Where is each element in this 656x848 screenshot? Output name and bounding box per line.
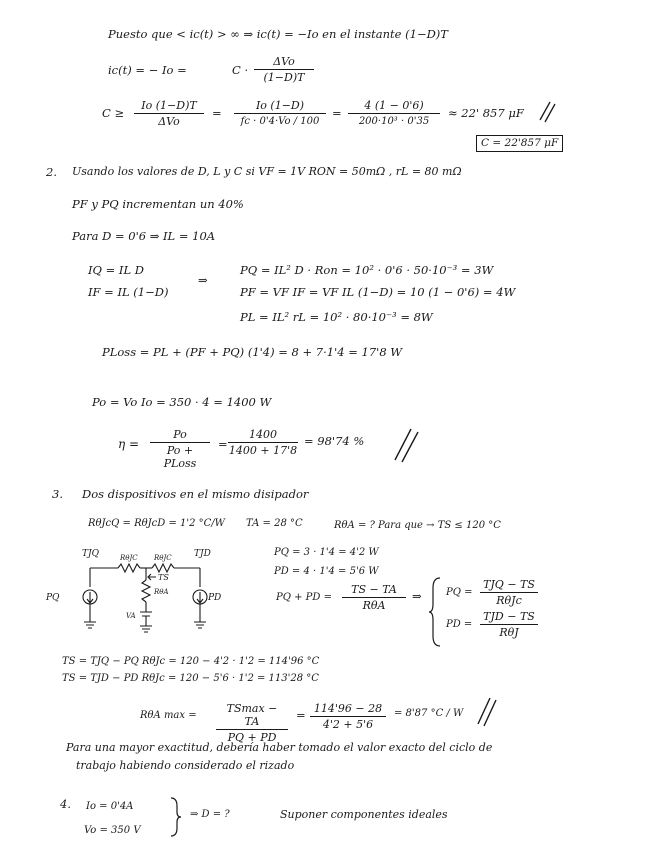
label-rjc-left: RθJC (120, 554, 138, 562)
sec1-line1: Puesto que < ic(t) > ∞ ⇒ ic(t) = −Io en el instante (1−D)T (108, 27, 448, 41)
sec2-statement: Usando los valores de D, L y C si VF = 1V RON = 50mΩ , rL = 80 mΩ (72, 165, 462, 178)
rsa-fraction-2 (310, 702, 386, 731)
label-rjc-right: RθJC (154, 554, 172, 562)
label-pd: PD (208, 593, 222, 603)
sec3-number: 3. (52, 487, 63, 501)
thermal-circuit-diagram (40, 542, 240, 647)
rsa-max-lhs: RθA max = (140, 710, 197, 721)
sec2-number: 2. (46, 165, 57, 179)
label-pq: PQ (46, 593, 60, 603)
c-fraction-3-den: 200·10³ · 0'35 (358, 116, 430, 127)
c-approx-value: ≈ 22' 857 μF (448, 106, 524, 120)
sec4-number: 4. (60, 797, 71, 811)
eta-fraction-1 (150, 428, 210, 470)
pf-equation: PF = VF IF = VF IL (1−D) = 10 (1 − 0'6) = 4W (240, 285, 516, 299)
rsa-fraction-1-den: PQ + PD (227, 731, 277, 744)
vo-value: Vo = 350 V (84, 825, 141, 836)
c-fraction-2-num: Io (1−D) (234, 99, 326, 114)
sec2-statement-2: PF y PQ incrementan un 40% (72, 197, 244, 211)
c-fraction-2 (234, 99, 326, 128)
label-rsa: RθA (154, 588, 169, 596)
ic-fraction-den: (1−D)T (263, 71, 305, 84)
eta-eq: = (218, 437, 228, 451)
c-fraction-2-den: fc · 0'4·Vo / 100 (240, 116, 320, 127)
system-eq-1-fraction (480, 578, 538, 607)
system-brace (428, 576, 442, 648)
eta-fraction-1-num: Po (150, 428, 210, 443)
sec4-result: ⇒ D = ? (190, 809, 230, 820)
label-ts: TS (158, 573, 169, 582)
ic-equation-c: C · (232, 63, 249, 77)
power-sum-fraction-num: TS − TA (342, 583, 406, 598)
ic-fraction-num: ΔVo (254, 55, 314, 70)
c-inequality-lhs: C ≥ (102, 106, 125, 120)
implies-arrow: ⇒ (198, 273, 208, 287)
emphasis-slashes (392, 426, 422, 464)
po-equation: Po = Vo Io = 350 · 4 = 1400 W (92, 395, 272, 409)
system-eq-1-num: TJQ − TS (480, 578, 538, 593)
eta-fraction-2 (228, 428, 298, 457)
sec2-para: Para D = 0'6 ⇒ IL = 10A (72, 229, 216, 243)
sec3-statement: Dos dispositivos en el mismo disipador (82, 487, 309, 501)
rsa-fraction-1 (216, 702, 288, 744)
rsa-fraction-1-num: TSmax − TA (216, 702, 288, 730)
rjc-value: RθJcQ = RθJcD = 1'2 °C/W (88, 518, 225, 529)
given-brace (170, 796, 182, 838)
system-eq-2-lhs: PD = (446, 619, 473, 630)
pq-value: PQ = 3 · 1'4 = 4'2 W (274, 547, 379, 558)
if-equation: IF = IL (1−D) (88, 285, 169, 299)
label-va: VA (126, 612, 136, 620)
eta-fraction-2-num: 1400 (228, 428, 298, 443)
emphasis-slashes (476, 696, 500, 728)
ic-equation-lhs: ic(t) = − Io = (108, 63, 187, 77)
c-eq-1: = (212, 106, 222, 120)
c-eq-2: = (332, 106, 342, 120)
power-sum-fraction (342, 583, 406, 612)
system-eq-2-fraction (480, 610, 538, 639)
ts-equation-1: TS = TJQ − PQ RθJc = 120 − 4'2 · 1'2 = 114'96 °C (62, 656, 320, 667)
system-eq-2-den: RθJ (499, 626, 519, 639)
rsa-fraction-2-num: 114'96 − 28 (310, 702, 386, 717)
eta-result: = 98'74 % (304, 434, 365, 448)
c-fraction-3-num: 4 (1 − 0'6) (348, 99, 440, 114)
eta-fraction-1-den: Po + PLoss (163, 444, 197, 470)
label-tjq: TJQ (82, 549, 99, 559)
io-value: Io = 0'4A (86, 801, 134, 812)
power-sum-fraction-den: RθA (362, 599, 386, 612)
emphasis-slashes (538, 100, 558, 124)
pd-value: PD = 4 · 1'4 = 5'6 W (274, 566, 379, 577)
c-fraction-1-den: ΔVo (158, 115, 180, 128)
power-sum-lhs: PQ + PD = (276, 592, 332, 603)
eta-lhs: η = (118, 437, 140, 451)
ic-fraction (254, 55, 314, 84)
sec3-note-1: Para una mayor exactitud, debería haber tomado el valor exacto del ciclo de (66, 741, 493, 754)
system-arrow: ⇒ (412, 589, 422, 603)
rsa-question: RθA = ? Para que → TS ≤ 120 °C (334, 520, 501, 531)
system-eq-2-num: TJD − TS (480, 610, 538, 625)
c-fraction-3 (348, 99, 440, 128)
pq-equation: PQ = IL² D · Ron = 10² · 0'6 · 50·10⁻³ = 3W (240, 263, 494, 277)
eta-fraction-2-den: 1400 + 17'8 (228, 444, 298, 457)
system-eq-1-den: RθJc (496, 594, 522, 607)
rsa-result: = 8'87 °C / W (394, 708, 464, 719)
rsa-eq: = (296, 708, 306, 722)
system-eq-1-lhs: PQ = (446, 587, 473, 598)
label-tjd: TJD (194, 549, 211, 559)
c-fraction-1-num: Io (1−D)T (134, 99, 204, 114)
ts-equation-2: TS = TJD − PD RθJc = 120 − 5'6 · 1'2 = 113'28 °C (62, 673, 319, 684)
sec3-note-2: trabajo habiendo considerado el rizado (76, 759, 295, 772)
ta-value: TA = 28 °C (246, 518, 303, 529)
pl-equation: PL = IL² rL = 10² · 80·10⁻³ = 8W (240, 310, 433, 324)
c-fraction-1 (134, 99, 204, 128)
ploss-equation: PLoss = PL + (PF + PQ) (1'4) = 8 + 7·1'4 = 17'8 W (102, 345, 403, 359)
iq-equation: IQ = IL D (88, 263, 144, 277)
sec4-note: Suponer componentes ideales (280, 808, 448, 821)
c-result-box: C = 22'857 μF (476, 135, 563, 152)
rsa-fraction-2-den: 4'2 + 5'6 (322, 718, 374, 731)
